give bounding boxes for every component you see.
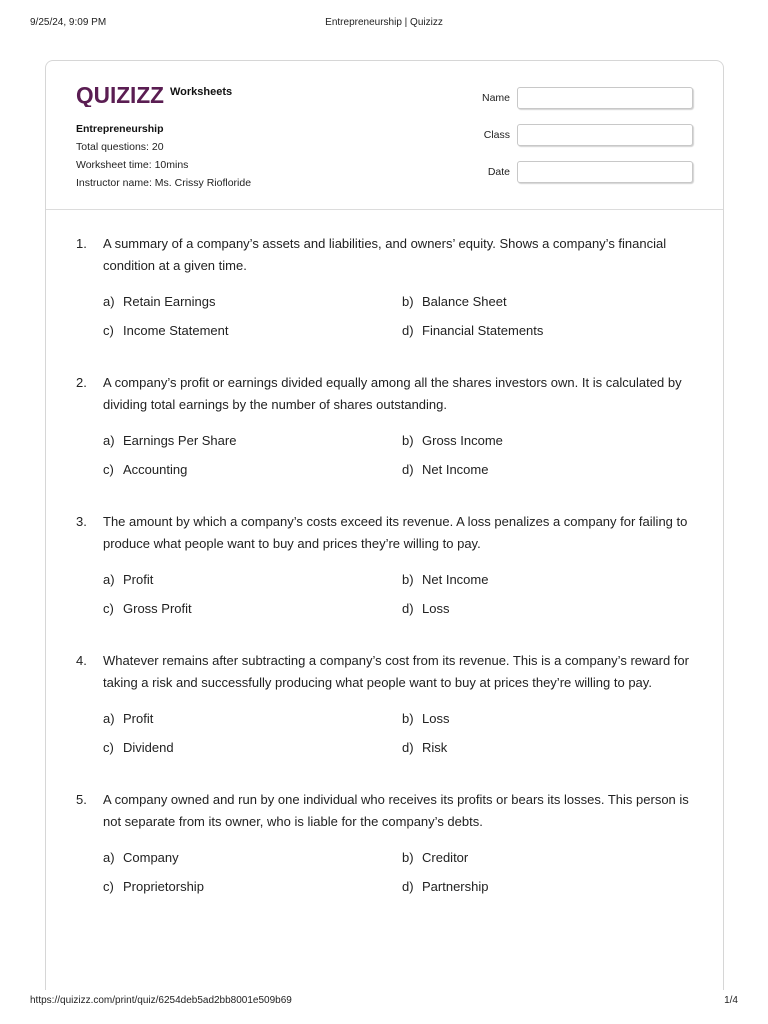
- field-label-name: Name: [481, 92, 510, 104]
- option-letter: c): [103, 740, 114, 755]
- question-number: 1.: [76, 236, 87, 251]
- question-number: 2.: [76, 375, 87, 390]
- option-text: Gross Profit: [123, 601, 192, 616]
- question-number: 4.: [76, 653, 87, 668]
- question-text: A company’s profit or earnings divided equally among all the shares investors own. It is calculated by dividing total earnings by the number of shares outstanding.: [103, 375, 682, 412]
- question-item: [76, 511, 696, 650]
- question-item: [76, 650, 696, 789]
- option-letter: a): [103, 711, 115, 726]
- print-url: https://quizizz.com/print/quiz/6254deb5ad2bb8001e509b69: [30, 995, 292, 1006]
- question-item: [76, 233, 696, 372]
- option-text: Profit: [123, 711, 154, 726]
- option-text: Balance Sheet: [422, 294, 507, 309]
- print-header: [30, 17, 738, 31]
- option-text: Dividend: [123, 740, 174, 755]
- option-b: [402, 293, 507, 311]
- option-text: Loss: [422, 711, 450, 726]
- class-field[interactable]: [517, 124, 693, 146]
- print-title: Entrepreneurship | Quizizz: [325, 17, 443, 28]
- option-letter: a): [103, 433, 115, 448]
- option-text: Financial Statements: [422, 323, 544, 338]
- question-text: The amount by which a company’s costs exceed its revenue. A loss penalizes a company for failing to produce what people want to buy and prices they’re willing to pay.: [103, 514, 688, 551]
- option-text: Risk: [422, 740, 448, 755]
- option-letter: d): [402, 601, 414, 616]
- option-b: [402, 571, 488, 589]
- option-letter: c): [103, 879, 114, 894]
- section-label: Worksheets: [170, 86, 233, 98]
- option-letter: a): [103, 850, 115, 865]
- option-text: Proprietorship: [123, 879, 204, 894]
- option-b: [402, 849, 468, 867]
- option-text: Accounting: [123, 462, 188, 477]
- option-d: [402, 878, 488, 896]
- question-item: [76, 372, 696, 511]
- option-c: [103, 461, 187, 479]
- question-text: A summary of a company’s assets and liabilities, and owners’ equity. Shows a company’s financial condition at a given time.: [103, 236, 667, 273]
- quizizz-logo: [76, 83, 164, 107]
- worksheet-header: [46, 61, 723, 210]
- option-text: Loss: [422, 601, 450, 616]
- option-letter: b): [402, 572, 414, 587]
- print-footer: [30, 995, 738, 1009]
- option-d: [402, 739, 447, 757]
- option-text: Profit: [123, 572, 154, 587]
- print-date: 9/25/24, 9:09 PM: [30, 17, 107, 28]
- worksheet-card: [45, 60, 724, 990]
- option-letter: b): [402, 294, 414, 309]
- field-row-class: [466, 124, 696, 161]
- option-letter: c): [103, 601, 114, 616]
- question-item: [76, 789, 696, 928]
- name-field[interactable]: [517, 87, 693, 109]
- student-fields: [466, 87, 696, 198]
- option-a: [103, 571, 153, 589]
- field-label-date: Date: [487, 166, 510, 178]
- option-letter: b): [402, 711, 414, 726]
- option-b: [402, 710, 449, 728]
- page-number: 1/4: [724, 995, 738, 1006]
- option-letter: d): [402, 462, 414, 477]
- option-letter: a): [103, 294, 115, 309]
- option-text: Company: [123, 850, 179, 865]
- worksheet-topic: Entrepreneurship: [76, 123, 164, 135]
- option-c: [103, 878, 204, 896]
- total-questions: Total questions: 20: [76, 141, 164, 153]
- option-a: [103, 432, 236, 450]
- worksheet-meta: [76, 120, 251, 192]
- option-b: [402, 432, 503, 450]
- field-label-class: Class: [483, 129, 510, 141]
- option-c: [103, 322, 229, 340]
- option-letter: d): [402, 879, 414, 894]
- question-list: [76, 233, 696, 928]
- option-a: [103, 849, 179, 867]
- option-text: Partnership: [422, 879, 489, 894]
- option-d: [402, 461, 488, 479]
- option-letter: d): [402, 740, 414, 755]
- field-row-name: [466, 87, 696, 124]
- option-text: Net Income: [422, 572, 489, 587]
- option-text: Retain Earnings: [123, 294, 216, 309]
- option-c: [103, 739, 174, 757]
- question-number: 3.: [76, 514, 87, 529]
- option-letter: b): [402, 433, 414, 448]
- option-text: Gross Income: [422, 433, 503, 448]
- option-letter: c): [103, 462, 114, 477]
- logo-text: QUIZIZZ: [76, 83, 164, 107]
- date-field[interactable]: [517, 161, 693, 183]
- option-letter: d): [402, 323, 414, 338]
- option-c: [103, 600, 192, 618]
- field-row-date: [466, 161, 696, 198]
- question-number: 5.: [76, 792, 87, 807]
- option-text: Creditor: [422, 850, 469, 865]
- question-text: A company owned and run by one individual who receives its profits or bears its losses. This person is not separate from its owner, who is liable for the company’s debts.: [103, 792, 689, 829]
- option-text: Net Income: [422, 462, 489, 477]
- option-a: [103, 710, 153, 728]
- option-a: [103, 293, 216, 311]
- option-letter: b): [402, 850, 414, 865]
- option-letter: c): [103, 323, 114, 338]
- option-text: Earnings Per Share: [123, 433, 237, 448]
- option-d: [402, 600, 449, 618]
- instructor-name: Instructor name: Ms. Crissy Riofloride: [76, 177, 252, 189]
- question-text: Whatever remains after subtracting a company’s cost from its revenue. This is a company’s reward for taking a risk and successfully producing what people want to buy at prices they’re willing to pay.: [103, 653, 689, 690]
- option-text: Income Statement: [123, 323, 229, 338]
- option-d: [402, 322, 543, 340]
- brand-row: [76, 81, 232, 109]
- worksheet-time: Worksheet time: 10mins: [76, 159, 189, 171]
- option-letter: a): [103, 572, 115, 587]
